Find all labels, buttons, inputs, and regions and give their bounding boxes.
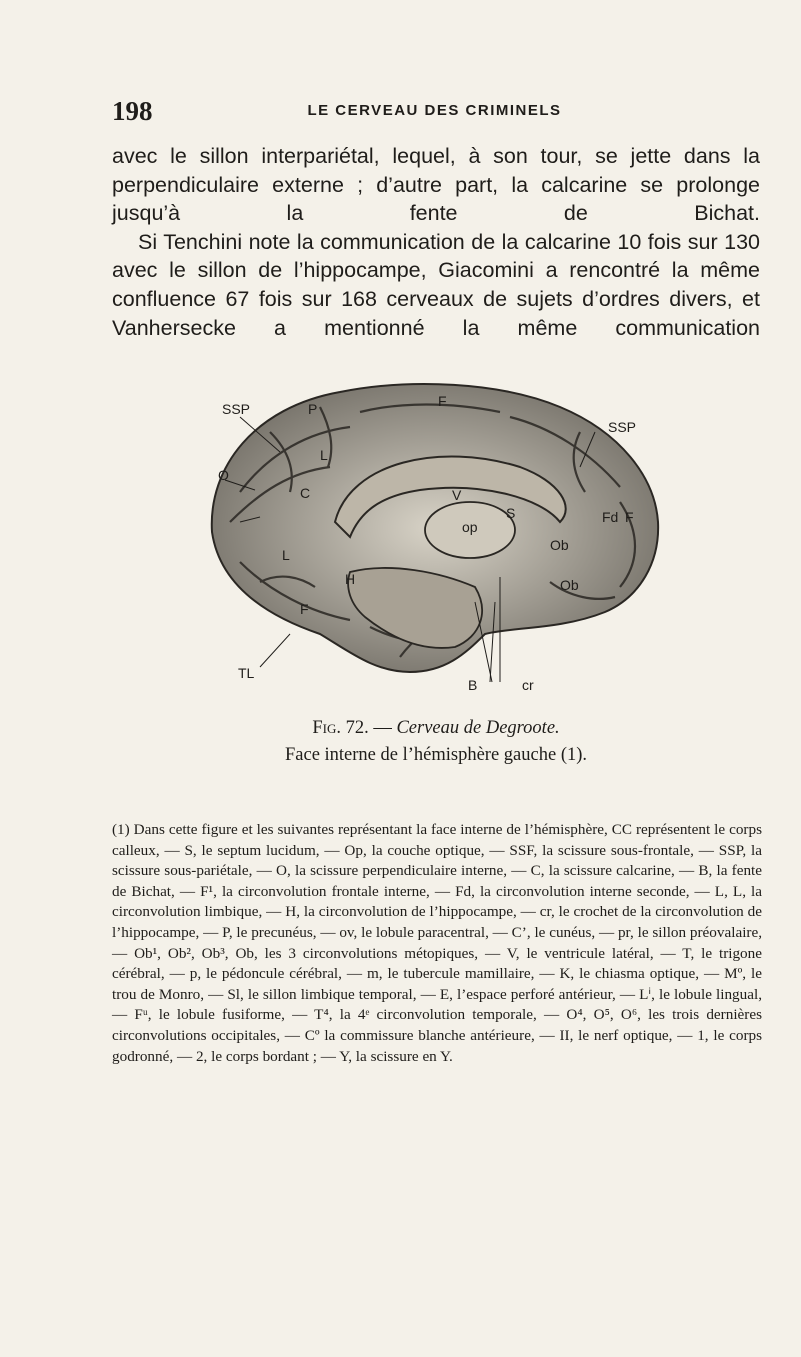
label-fd: Fd [602,509,619,525]
label-li: L [282,547,290,563]
label-b: B [468,677,478,690]
label-h: H [345,571,356,587]
label-o: O [218,467,229,483]
figure-caption [112,715,760,769]
label-cr: cr [522,677,534,690]
label-v: V [452,487,462,503]
footnote-text: (1) Dans cette figure et les suivantes représentant la face interne de l’hémisphère, CC représentent le corps calleux, — S, le septum lucidum, — Op, la couche optique, — SSF, la scissure sous-frontale, — SSP, la scissure sous-pariétale, — O, la scissure perpendiculaire interne, — C, la scissure calcarine, — B, la fente de Bichat, — F¹, la circonvolution frontale interne, — Fd, la circonvolution interne seconde, — L, L, la circonvolution limbique, — H, la circonvolution de l’hippocampe, — cr, le crochet de la circonvolution de l’hippocampe, — P, le precunéus, — ov, le lobule paracentral, — C’, le cunéus, — pr, le sillon préovalaire, — Ob¹, Ob², Ob³, Ob, les 3 circonvolutions métopiques, — V, le ventricule latéral, — T, le trigone cérébral, — p, le pédoncule cérébral, — m, le tubercule mamillaire, — K, le chiasma optique, — Mº, le trou de Monro, — Sl, le sillon limbique temporal, — E, l’espace perforé antérieur, — Lⁱ, le lobule lingual, — Fᵘ, le lobule fusiforme, — T⁴, la 4ᵉ circonvolution temporale, — O⁴, O⁵, O⁶, les trois dernières circonvolutions occipitales, — Cº la commissure blanche antérieure, — II, le nerf optique, — 1, le corps godronné, — 2, le corps bordant ; — Y, la scissure en Y. [112,821,763,1065]
paragraph-1: avec le sillon interpariétal, lequel, à son tour, se jette dans la perpendiculaire externe ; d’autre part, la calcarine se prolonge jusqu’à la fente de Bichat. [112,144,760,226]
brain-figure [200,372,670,690]
label-c: C [300,485,311,501]
footnote [112,820,762,1067]
label-op: op [462,519,478,535]
paragraph-2: Si Tenchini note la communication de la calcarine 10 fois sur 130 avec le sillon de l’hippocampe, Giacomini a rencontré la même confluence 67 fois sur 168 cerveaux de sujets d’ordres divers, et Vanhersecke a mentionné la même communication [112,229,760,340]
figure-number: Fig. 72. [312,718,369,738]
label-l: L [320,447,328,463]
figure-subtitle: Face interne de l’hémisphère gauche (1). [284,745,588,765]
label-fu: F [300,601,309,617]
label-ob3: Ob [560,577,579,593]
running-head: LE CERVEAU DES CRIMINELS [307,102,562,119]
brain-illustration [200,372,670,690]
caption-line-1 [112,715,760,742]
page-number: 198 [112,96,153,126]
label-s: S [506,505,516,521]
label-ssf-right: SSP [608,419,637,435]
body-text [112,142,760,342]
label-f-right: F [625,509,634,525]
label-ssp-left: SSP [222,401,251,417]
label-p: P [308,401,318,417]
figure-title: Cerveau de Degroote. [396,718,560,738]
page-header [112,96,757,126]
label-f1: F [438,393,447,409]
caption-dash: — [373,718,392,738]
label-tl: TL [238,665,255,681]
label-ob2: Ob [550,537,569,553]
